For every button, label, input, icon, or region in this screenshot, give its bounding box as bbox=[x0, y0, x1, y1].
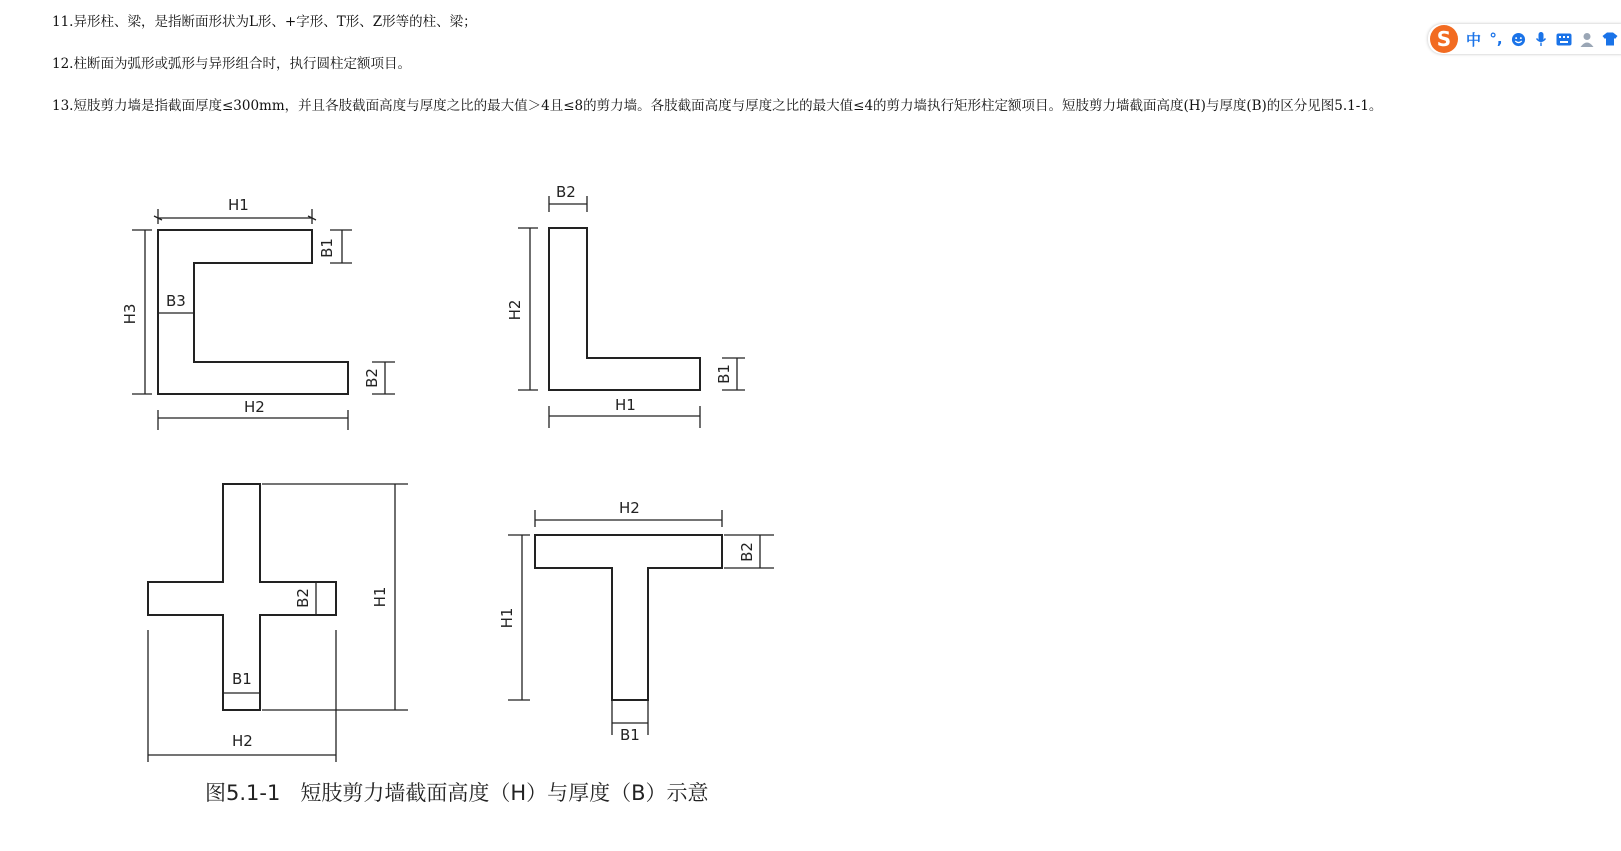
c-b3-label: B3 bbox=[166, 292, 186, 310]
c-b2-label: B2 bbox=[363, 368, 381, 388]
l-b1-label: B1 bbox=[715, 364, 733, 384]
t-b1-label: B1 bbox=[620, 726, 640, 744]
paragraph-13: 13.短肢剪力墙是指截面厚度≤300mm，并且各肢截面高度与厚度之比的最大值＞4且≤8的剪力墙。各肢截面高度与厚度之比的最大值≤4的剪力墙执行矩形柱定额项目。短肢剪力墙截面高度(H)与厚度(B)的区分见图5.1-1。 bbox=[52, 98, 1383, 114]
ime-punctuation-toggle[interactable]: °, bbox=[1489, 30, 1503, 48]
figure-caption: 图5.1-1 短肢剪力墙截面高度（H）与厚度（B）示意 bbox=[205, 781, 709, 805]
t-h2-label: H2 bbox=[619, 499, 640, 517]
t-shape-section bbox=[498, 499, 774, 744]
cross-b1-label: B1 bbox=[232, 670, 252, 688]
ime-mode-toggle[interactable]: 中 bbox=[1466, 30, 1482, 49]
l-b2-label: B2 bbox=[556, 183, 576, 201]
c-h1-label: H1 bbox=[228, 196, 249, 214]
l-h1-label: H1 bbox=[615, 396, 636, 414]
c-h3-label: H3 bbox=[121, 303, 139, 325]
l-h2-label: H2 bbox=[506, 299, 524, 321]
c-h2-label: H2 bbox=[244, 398, 265, 416]
cross-shape-section bbox=[148, 484, 408, 762]
l-shape-outline bbox=[549, 228, 700, 390]
cross-b2-label: B2 bbox=[294, 588, 312, 608]
t-b2-label: B2 bbox=[738, 542, 756, 562]
c-b1-label: B1 bbox=[318, 238, 336, 258]
paragraph-12: 12.柱断面为弧形或弧形与异形组合时，执行圆柱定额项目。 bbox=[52, 56, 411, 72]
ime-logo[interactable]: S bbox=[1430, 25, 1458, 53]
cross-h1-label: H1 bbox=[371, 586, 389, 608]
l-shape-section bbox=[506, 183, 745, 428]
c-shape-section bbox=[121, 196, 395, 430]
t-h1-label: H1 bbox=[498, 607, 516, 629]
t-shape-outline bbox=[535, 535, 722, 700]
paragraph-11: 11.异形柱、梁，是指断面形状为L形、+字形、T形、Z形等的柱、梁； bbox=[52, 14, 477, 30]
cross-h2-label: H2 bbox=[232, 732, 253, 750]
